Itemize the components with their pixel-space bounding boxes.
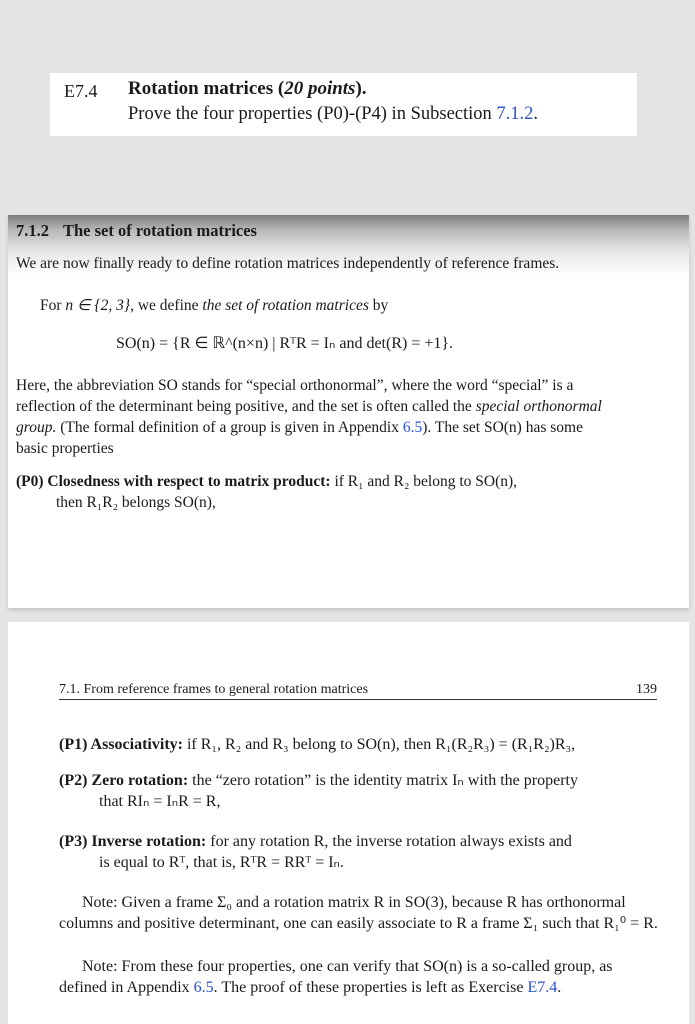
subsection-link[interactable]: 7.1.2 — [496, 104, 534, 124]
p3-label: (P3) Inverse rotation: — [59, 833, 207, 850]
p3-text: for any rotation R, the inverse rotation always exists and — [206, 833, 572, 850]
note2-suffix: . — [557, 979, 562, 996]
exercise-link[interactable]: E7.4 — [527, 979, 558, 996]
definition-mid: , we define — [130, 297, 203, 314]
note2-mid: . The proof of these properties is left as Exercise — [213, 979, 528, 996]
p3-continuation: is equal to Rᵀ, that is, RᵀR = RRᵀ = Iₙ. — [99, 854, 344, 871]
definition-suffix: by — [368, 297, 389, 314]
section-number: 7.1.2 — [16, 221, 49, 240]
exercise-body-end: . — [533, 104, 539, 124]
exercise-title-text: Rotation matrices ( — [128, 78, 285, 99]
explanation-italic: special orthonormal group. — [16, 398, 602, 436]
section-title: The set of rotation matrices — [63, 221, 257, 240]
p0-continuation: then R₁R₂ belongs SO(n), — [56, 494, 216, 511]
explanation-text-2: (The formal definition of a group is given in Appendix — [56, 419, 403, 436]
section-heading — [16, 221, 257, 241]
definition-sentence — [40, 295, 640, 316]
intro-paragraph: We are now finally ready to define rotation matrices independently of reference frames. — [16, 255, 560, 272]
p2-continuation: that RIₙ = IₙR = R, — [99, 793, 221, 810]
so-n-formula: SO(n) = {R ∈ ℝ^(n×n) | RᵀR = Iₙ and det(R) = +1}. — [116, 335, 454, 352]
p0-label: (P0) Closedness with respect to matrix product: — [16, 473, 331, 490]
exercise-number: E7.4 — [64, 81, 98, 101]
appendix-link[interactable]: 6.5 — [402, 419, 423, 436]
running-head-title: 7.1. From reference frames to general rotation matrices — [59, 682, 369, 697]
p1-label: (P1) Associativity: — [59, 736, 183, 753]
page-number: 139 — [636, 682, 657, 697]
p1-text: if R₁, R₂ and R₃ belong to SO(n), then R₁(R₂R₃) = (R₁R₂)R₃, — [182, 736, 576, 753]
note2-text: Note: From these four properties, one can verify that SO(n) is a so-called group, as defined in Appendix — [59, 958, 613, 996]
property-p0 — [16, 471, 616, 513]
book-page — [8, 622, 689, 1024]
definition-math: n ∈ {2, 3} — [65, 297, 131, 314]
exercise-body-text: Prove the four properties (P0)-(P4) in Subsection — [128, 104, 497, 124]
definition-prefix: For — [40, 297, 66, 314]
explanation-paragraph — [16, 375, 616, 459]
note-group — [59, 956, 663, 998]
p2-label: (P2) Zero rotation: — [59, 772, 189, 789]
property-p3 — [59, 831, 663, 873]
explanation-text-3: ). The set SO(n) has some basic properties — [16, 419, 583, 457]
property-p2 — [59, 770, 663, 812]
section-card — [8, 215, 689, 608]
appendix-link-2[interactable]: 6.5 — [193, 979, 214, 996]
definition-term: the set of rotation matrices — [202, 297, 369, 314]
exercise-points: 20 points — [284, 78, 356, 99]
exercise-title — [128, 78, 367, 100]
note-frame: Note: Given a frame Σ₀ and a rotation matrix R in SO(3), because R has orthonormal columns and positive determinant, one can easily associate to R a frame Σ₁ such that R₁⁰ = R. — [59, 894, 658, 932]
exercise-title-end: ). — [355, 78, 367, 99]
p2-text: the “zero rotation” is the identity matrix Iₙ with the property — [188, 772, 578, 789]
exercise-card — [50, 73, 637, 136]
property-p1 — [59, 734, 663, 755]
running-head — [59, 682, 657, 700]
exercise-body — [128, 104, 538, 125]
explanation-text-1: Here, the abbreviation SO stands for “special orthonormal”, where the word “special” is a reflection of the determinant being positive, and the set is often called the — [16, 377, 574, 415]
p0-text: if R₁ and R₂ belong to SO(n), — [330, 473, 518, 490]
